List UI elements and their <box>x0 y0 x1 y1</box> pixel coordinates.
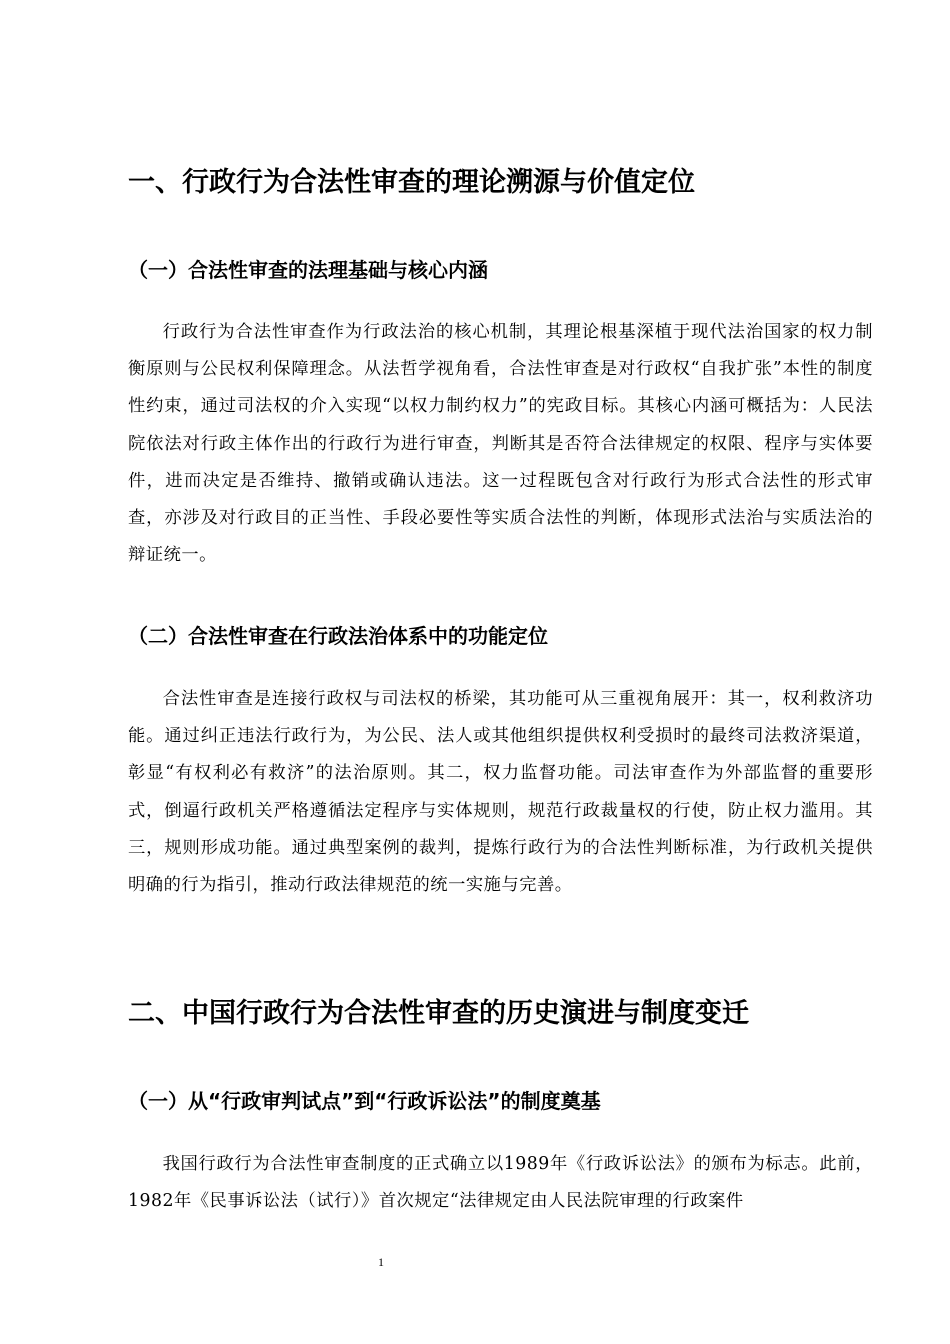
section-2-heading: 二、中国行政行为合法性审查的历史演进与制度变迁 <box>128 998 749 1029</box>
section-1-1-heading: （一）合法性审查的法理基础与核心内涵 <box>128 258 488 282</box>
page-number: 1 <box>378 1255 384 1269</box>
section-1-heading: 一、行政行为合法性审查的理论溯源与价值定位 <box>128 167 695 198</box>
section-1-1-paragraph: 行政行为合法性审查作为行政法治的核心机制，其理论根基深植于现代法治国家的权力制衡原则与公民权利保障理念。从法哲学视角看，合法性审查是对行政权“自我扩张”本性的制度性约束，通过司法权的介入实现“以权力制约权力”的宪政目标。其核心内涵可概括为：人民法院依法对行政主体作出的行政行为进行审查，判断其是否符合法律规定的权限、程序与实体要件，进而决定是否维持、撤销或确认违法。这一过程既包含对行政行为形式合法性的形式审查，亦涉及对行政目的正当性、手段必要性等实质合法性的判断，体现形式法治与实质法治的辩证统一。 <box>128 322 873 566</box>
section-2-1-heading: （一）从“行政审判试点”到“行政诉讼法”的制度奠基 <box>128 1089 601 1113</box>
section-1-2-paragraph: 合法性审查是连接行政权与司法权的桥梁，其功能可从三重视角展开：其一，权利救济功能。通过纠正违法行政行为，为公民、法人或其他组织提供权利受损时的最终司法救济渠道，彰显“有权利必有救济”的法治原则。其二，权力监督功能。司法审查作为外部监督的重要形式，倒逼行政机关严格遵循法定程序与实体规则，规范行政裁量权的行使，防止权力滥用。其三，规则形成功能。通过典型案例的裁判，提炼行政行为的合法性判断标准，为行政机关提供明确的行为指引，推动行政法律规范的统一实施与完善。 <box>128 689 873 896</box>
section-1-2-heading: （二）合法性审查在行政法治体系中的功能定位 <box>128 624 548 648</box>
section-2-1-paragraph: 我国行政行为合法性审查制度的正式确立以1989年《行政诉讼法》的颁布为标志。此前，1982年《民事诉讼法（试行）》首次规定“法律规定由人民法院审理的行政案件 <box>128 1154 873 1212</box>
